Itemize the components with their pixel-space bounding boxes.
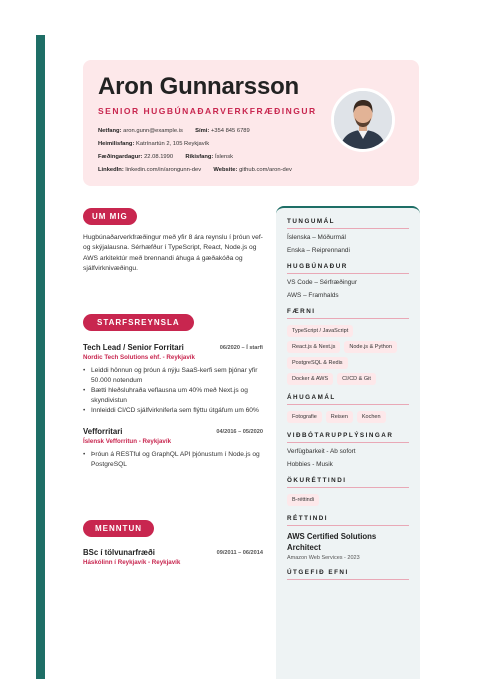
certifications-heading: RÉTTINDI [287,515,409,526]
list-item: Enska – Reiprennandi [287,246,350,254]
website-value: github.com/aron-dev [239,167,292,173]
contact-row [98,151,328,164]
linkedin-value: linkedin.com/in/arongunn-dev [125,167,202,173]
hobbies-heading: ÁHUGAMÁL [287,394,409,405]
education-heading: MENNTUN [83,520,154,537]
contact-row [98,138,328,151]
job-entry [83,427,263,470]
license-tag: B-réttindi [287,494,319,506]
experience-section [83,312,263,470]
certification-issuer: Amazon Web Services - 2023 [287,555,360,561]
list-item: AWS – Framhalds [287,291,339,299]
email-value: aron.gunn@example.is [123,128,183,134]
company-name: Nordic Tech Solutions ehf. - Reykjavík [83,354,195,361]
nationality-label: Ríkisfang: [185,154,214,160]
list-item: Íslenska – Móðurmál [287,234,346,241]
publications-heading: ÚTGEFIÐ EFNI [287,569,409,580]
job-title-heading: SENIOR HUGBÚNAÐARVERKFRÆÐINGUR [98,106,317,116]
skill-tag: TypeScript / JavaScript [287,325,353,337]
avatar [331,88,395,152]
address-value: Katrínartún 2, 105 Reykjavík [136,141,210,147]
software-heading: HUGBÚNAÐUR [287,263,409,274]
hobby-tag: Kochen [357,411,386,423]
list-item: Verfügbarkeit - Ab sofort [287,448,356,455]
profile-photo-icon [334,91,392,149]
contact-row [98,164,328,177]
about-heading: UM MIG [83,208,137,225]
extra-info-heading: VIÐBÓTARUPPLÝSINGAR [287,432,409,443]
list-item: • Bætti hleðsluhraða veflausna um 40% með Next.js og skyndivistun [83,386,261,406]
experience-heading: STARFSREYNSLA [83,314,194,331]
skill-tag: PostgreSQL & Redis [287,357,348,369]
school-name: Háskólinn í Reykjavík - Reykjavík [83,559,181,566]
license-section [287,477,409,506]
languages-heading: TUNGUMÁL [287,218,409,229]
publications-section [287,569,409,580]
job-title: Tech Lead / Senior Forritari [83,343,184,352]
list-item: Hobbies - Musik [287,460,333,468]
contact-row [98,125,328,138]
skill-tag: React.js & Next.js [287,341,340,353]
address-label: Heimilisfang: [98,141,135,147]
skills-heading: FÆRNI [287,308,409,319]
dob-label: Fæðingardagur: [98,154,143,160]
resume-page [45,35,480,679]
certification-name: AWS Certified Solutions Architect [287,532,377,552]
sidebar [276,206,420,679]
about-section [83,206,263,274]
person-name: Aron Gunnarsson [98,73,300,100]
job-date: 04/2016 – 05/2020 [216,429,263,435]
hobby-tag: Fotografie [287,411,322,423]
extra-info-section [287,432,409,471]
skill-tag: Docker & AWS [287,373,333,385]
job-entry [83,343,263,416]
dob-value: 22.08.1990 [144,154,174,160]
skills-section [287,308,409,385]
nationality-value: Íslensk [215,154,234,160]
email-label: Netfang: [98,128,122,134]
education-date: 09/2011 – 06/2014 [216,550,263,556]
website-label: Website: [213,167,238,173]
degree-title: BSc í tölvunarfræði [83,548,155,557]
list-item: • Innleiddi CI/CD sjálfvirkniferla sem flýttu útgáfum um 60% [83,406,261,416]
about-text: Hugbúnaðarverkfræðingur með yfir 8 ára reynslu í þróun vef- og skýjalausna. Sérhæfður í TypeScript, React, Node.js og AWS arkitektúr með brennandi áhuga á gæðakóða og sjálfvirknivæðingu. [83,234,263,272]
education-section [83,518,263,566]
hobbies-section [287,394,409,423]
resume-header [83,60,419,186]
left-accent-bar [36,35,45,679]
list-item: • Leiddi hönnun og þróun á nýju SaaS-kerfi sem þjónar yfir 50.000 notendum [83,366,261,386]
skill-tag: Node.js & Python [344,341,397,353]
certifications-section [287,515,409,561]
languages-section [287,218,409,257]
phone-label: Sími: [195,128,210,134]
software-section [287,263,409,302]
contact-details [98,125,328,177]
skill-tag: CI/CD & Git [337,373,376,385]
phone-value: +354 845 6789 [210,128,250,134]
license-heading: ÖKURÉTTINDI [287,477,409,488]
job-title: Vefforritari [83,427,123,436]
linkedin-label: LinkedIn: [98,167,124,173]
company-name: Íslensk Vefforritun - Reykjavík [83,438,172,445]
list-item: VS Code – Sérfræðingur [287,279,357,286]
hobby-tag: Reisen [326,411,353,423]
job-date: 06/2020 – Í starfi [219,345,263,351]
list-item: • Þróun á RESTful og GraphQL API þjónustum í Node.js og PostgreSQL [83,450,261,470]
